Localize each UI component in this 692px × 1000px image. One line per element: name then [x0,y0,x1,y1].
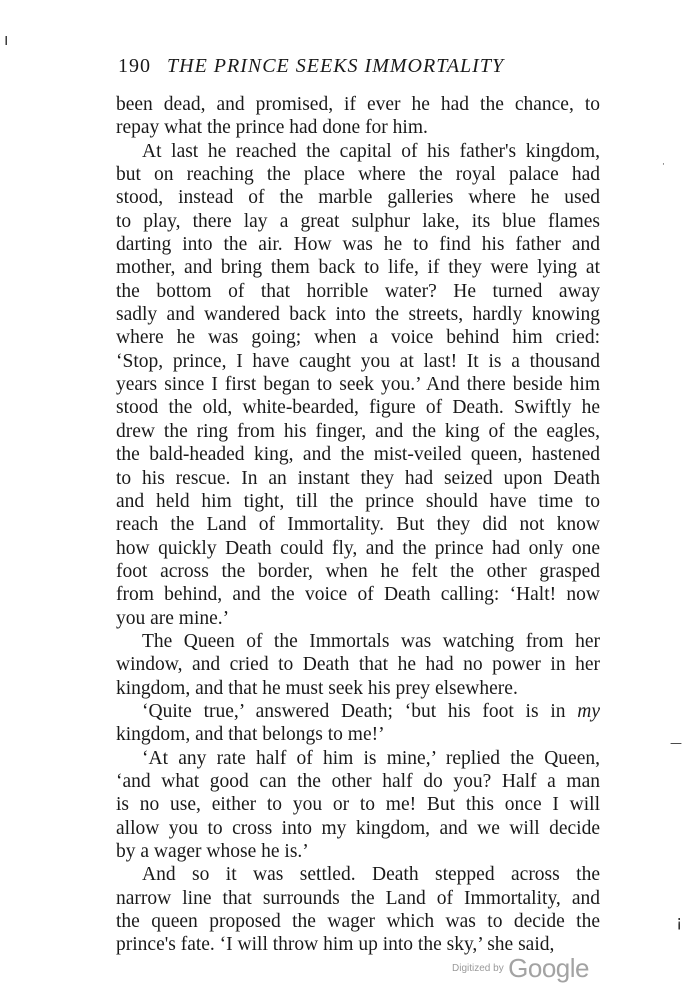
text-line: stood, instead of the marble galleries where he used [116,187,600,209]
text-line: repay what the prince had done for him. [116,117,428,139]
text-line: foot across the border, when he felt the other grasped [116,560,600,582]
text-line: been dead, and promised, if ever he had the chance, to [116,94,600,115]
text-line: darting into the air. How was he to find his father and [116,234,600,256]
text-line: ‘Stop, prince, I have caught you at last! It is a thousand [116,350,600,372]
margin-mark: · [662,160,665,170]
text-line: narrow line that surrounds the Land of Immortality, and [116,887,600,909]
text-line: allow you to cross into my kingdom, and we will decide [116,817,600,839]
text-line: reach the Land of Immortality. But they did not know [116,514,600,536]
margin-mark: ı [4,30,9,49]
text-line: At last he reached the capital of his father's kingdom, [142,140,600,162]
text-line: where he was going; when a voice behind him cried: [116,327,600,349]
text-line: ‘and what good can the other half do you? Half a man [116,770,600,792]
text-line: you are mine.’ [116,607,230,629]
text-line: is no use, either to you or to me! But this once I will [116,794,600,816]
text-line: ‘At any rate half of him is mine,’ replied the Queen, [142,747,600,769]
text-line: how quickly Death could fly, and the prince had only one [116,537,600,559]
watermark-brand: Google [508,953,589,983]
margin-mark: ¡ [676,912,683,931]
text-line: by a wager whose he is.’ [116,841,309,862]
watermark-prefix: Digitized by [452,963,504,974]
text-line: to play, there lay a great sulphur lake, its blue flames [116,210,600,232]
text-line: years since I first began to seek you.’ And there beside him [116,374,600,396]
margin-mark: — [670,736,682,750]
text-line: from behind, and the voice of Death calling: ‘Halt! now [116,584,600,606]
text-line: stood the old, white-bearded, figure of Death. Swiftly he [116,397,600,419]
text-line: And so it was settled. Death stepped across the [142,864,600,886]
text-line: the queen proposed the wager which was to decide the [116,911,600,933]
digitized-watermark [452,953,589,984]
text-line: but on reaching the place where the royal palace had [116,164,600,186]
page-number: 190 [118,55,151,77]
text-line: kingdom, and that he must seek his prey elsewhere. [116,677,518,699]
text-line: sadly and wandered back into the streets, hardly knowing [116,304,600,326]
text-line: prince's fate. ‘I will throw him up into the sky,’ she said, [116,934,555,956]
text-line: to his rescue. In an instant they had seized upon Death [116,467,600,489]
text-line: mother, and bring them back to life, if they were lying at [116,257,600,279]
text-line: The Queen of the Immortals was watching from her [142,630,600,652]
text-line: the bald-headed king, and the mist-veiled queen, hastened [116,444,600,466]
text-line: window, and cried to Death that he had no power in her [116,654,600,676]
text-line: ‘Quite true,’ answered Death; ‘but his foot is in my [142,700,600,722]
text-line: the bottom of that horrible water? He turned away [116,280,600,302]
page-text [116,93,600,957]
text-line: drew the ring from his finger, and the king of the eagles, [116,420,600,442]
running-header [118,55,578,78]
text-line: kingdom, and that belongs to me!’ [116,724,385,746]
running-title: THE PRINCE SEEKS IMMORTALITY [167,55,505,77]
text-line: and held him tight, till the prince should have time to [116,490,600,512]
